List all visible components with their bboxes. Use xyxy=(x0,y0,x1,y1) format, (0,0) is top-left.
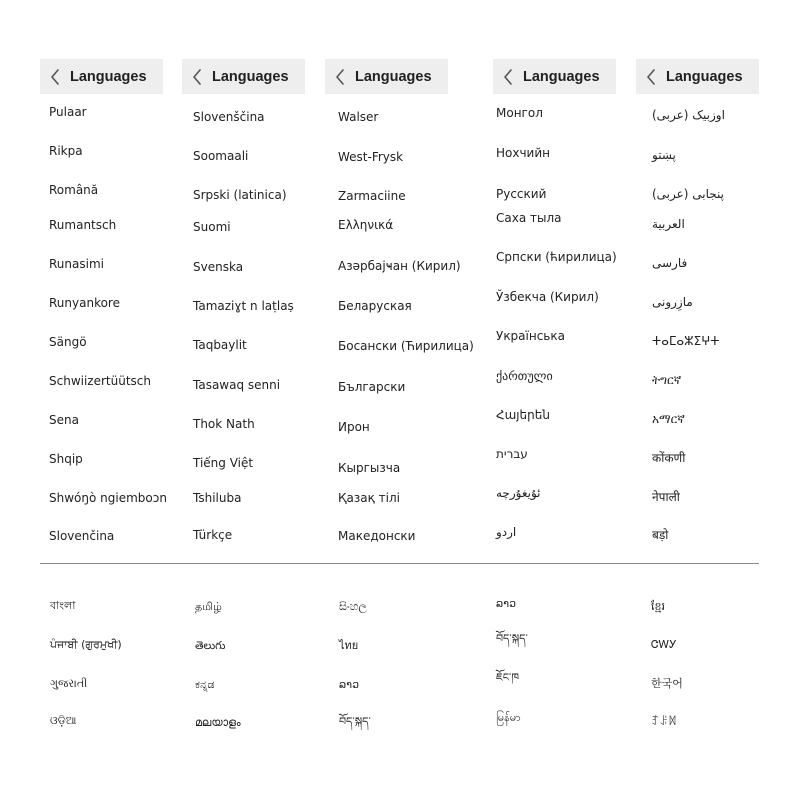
language-option[interactable]: Shwóŋò ngiemboɔn xyxy=(49,491,167,505)
script-language-option[interactable]: ລາວ xyxy=(496,597,517,610)
script-language-option[interactable]: ཇོང་ཁ xyxy=(496,671,520,684)
language-option[interactable]: West-Frysk xyxy=(338,150,404,164)
chevron-left-icon[interactable] xyxy=(325,59,355,94)
language-option[interactable]: Sängö xyxy=(49,335,87,349)
languages-header-3[interactable] xyxy=(325,59,448,94)
script-language-option[interactable]: ລາວ xyxy=(339,678,360,691)
header-title: Languages xyxy=(666,68,743,85)
language-option[interactable]: Română xyxy=(49,183,99,197)
language-option[interactable]: Български xyxy=(338,380,406,394)
language-option[interactable]: Srpski (latinica) xyxy=(193,188,287,202)
language-option[interactable]: Қазақ тілі xyxy=(338,491,400,505)
languages-header-5[interactable] xyxy=(636,59,759,94)
header-title: Languages xyxy=(70,68,147,85)
language-option[interactable]: Tasawaq senni xyxy=(193,378,281,392)
language-option[interactable]: Zarmaciine xyxy=(338,189,406,203)
section-divider xyxy=(40,563,759,564)
script-language-option[interactable]: മലയാളം xyxy=(195,716,241,729)
language-option[interactable]: ትግርኛ xyxy=(652,373,682,387)
language-option[interactable]: فارسی xyxy=(652,256,688,270)
language-option[interactable]: پښتو xyxy=(652,148,676,162)
script-language-option[interactable]: ᏣᎳᎩ xyxy=(651,638,677,651)
script-language-option[interactable]: ଓଡ଼ିଆ xyxy=(50,714,77,727)
language-option[interactable]: ⵜⴰⵎⴰⵣⵉⵖⵜ xyxy=(652,334,720,348)
language-option[interactable]: پنجابی (عربی) xyxy=(652,187,725,201)
language-option[interactable]: Հայերեն xyxy=(496,408,550,422)
language-option[interactable]: Нохчийн xyxy=(496,146,550,160)
language-option[interactable]: Українська xyxy=(496,329,565,343)
header-title: Languages xyxy=(523,68,600,85)
language-option[interactable]: Slovenčina xyxy=(49,529,115,543)
language-option[interactable]: ئۇيغۇرچە xyxy=(496,486,541,500)
language-option[interactable]: Thok Nath xyxy=(193,417,255,431)
script-language-option[interactable]: தமிழ் xyxy=(195,600,222,613)
language-option[interactable]: Taqbaylit xyxy=(193,338,247,352)
script-language-option[interactable]: বাংলা xyxy=(50,599,76,612)
script-language-option[interactable]: ไทย xyxy=(339,639,359,652)
language-option[interactable]: Tiếng Việt xyxy=(193,456,254,470)
language-option[interactable]: Српски (ћирилица) xyxy=(496,250,617,264)
languages-header-2[interactable] xyxy=(182,59,305,94)
language-option[interactable]: اردو xyxy=(496,525,517,539)
script-language-option[interactable]: ਪੰਜਾਬੀ (ਗੁਰਮੁਖੀ) xyxy=(50,638,122,651)
language-option[interactable]: Монгол xyxy=(496,106,543,120)
script-language-option[interactable]: 한국어 xyxy=(651,677,683,690)
header-title: Languages xyxy=(355,68,432,85)
language-option[interactable]: اوزبیک (عربی) xyxy=(652,108,725,122)
script-language-option[interactable]: བོད་སྐད་ xyxy=(496,632,528,645)
language-option[interactable]: Rumantsch xyxy=(49,218,117,232)
script-language-option[interactable]: བོད་སྐད་ xyxy=(339,715,371,728)
language-option[interactable]: Runasimi xyxy=(49,257,104,271)
language-option[interactable]: Ελληνικά xyxy=(338,218,394,232)
language-option[interactable]: Tshiluba xyxy=(193,491,242,505)
language-option[interactable]: ქართული xyxy=(496,369,553,383)
language-option[interactable]: Walser xyxy=(338,110,379,124)
language-option[interactable]: Босански (Ћирилица) xyxy=(338,339,474,353)
chevron-left-icon[interactable] xyxy=(40,59,70,94)
language-option[interactable]: עברית xyxy=(496,447,528,461)
language-option[interactable]: Soomaali xyxy=(193,149,249,163)
script-language-option[interactable]: ગુજરાતી xyxy=(50,677,88,690)
chevron-left-icon[interactable] xyxy=(493,59,523,94)
language-option[interactable]: नेपाली xyxy=(652,490,680,504)
script-language-option[interactable]: ខ្មែរ xyxy=(651,600,665,613)
language-option[interactable]: አማርኛ xyxy=(652,412,685,426)
language-option[interactable]: Slovenščina xyxy=(193,110,265,124)
language-option[interactable]: Pulaar xyxy=(49,105,87,119)
script-language-option[interactable]: తెలుగు xyxy=(195,639,226,652)
language-option[interactable]: Кыргызча xyxy=(338,461,401,475)
language-option[interactable]: Suomi xyxy=(193,220,231,234)
script-language-option[interactable]: සිංහල xyxy=(339,600,367,613)
language-option[interactable]: Tamaziɣt n laṭlaṣ xyxy=(193,299,294,313)
language-option[interactable]: Русский xyxy=(496,187,547,201)
language-option[interactable]: Svenska xyxy=(193,260,244,274)
language-option[interactable]: Schwiizertüütsch xyxy=(49,374,151,388)
header-title: Languages xyxy=(212,68,289,85)
language-option[interactable]: Саха тыла xyxy=(496,211,562,225)
language-option[interactable]: कोंकणी xyxy=(652,451,686,465)
languages-header-1[interactable] xyxy=(40,59,163,94)
language-option[interactable]: Sena xyxy=(49,413,79,427)
language-option[interactable]: Азәрбајҹан (Кирил) xyxy=(338,259,461,273)
chevron-left-icon[interactable] xyxy=(636,59,666,94)
script-language-option[interactable]: မြန်မာ xyxy=(496,711,521,724)
chevron-left-icon[interactable] xyxy=(182,59,212,94)
language-option[interactable]: Rikpa xyxy=(49,144,83,158)
languages-header-4[interactable] xyxy=(493,59,616,94)
script-language-option[interactable]: ಕನ್ನಡ xyxy=(195,678,215,691)
language-option[interactable]: Runyankore xyxy=(49,296,120,310)
language-option[interactable]: Беларуская xyxy=(338,299,412,313)
language-option[interactable]: Ўзбекча (Кирил) xyxy=(496,290,599,304)
language-option[interactable]: مازِرونی xyxy=(652,295,693,309)
script-language-option[interactable]: ꆈꌠꉙ xyxy=(651,715,677,728)
language-option[interactable]: बड़ो xyxy=(652,528,669,542)
language-option[interactable]: Ирон xyxy=(338,420,370,434)
language-option[interactable]: Македонски xyxy=(338,529,416,543)
language-option[interactable]: Shqip xyxy=(49,452,83,466)
language-option[interactable]: Türkçe xyxy=(193,528,233,542)
language-option[interactable]: العربية xyxy=(652,217,685,231)
